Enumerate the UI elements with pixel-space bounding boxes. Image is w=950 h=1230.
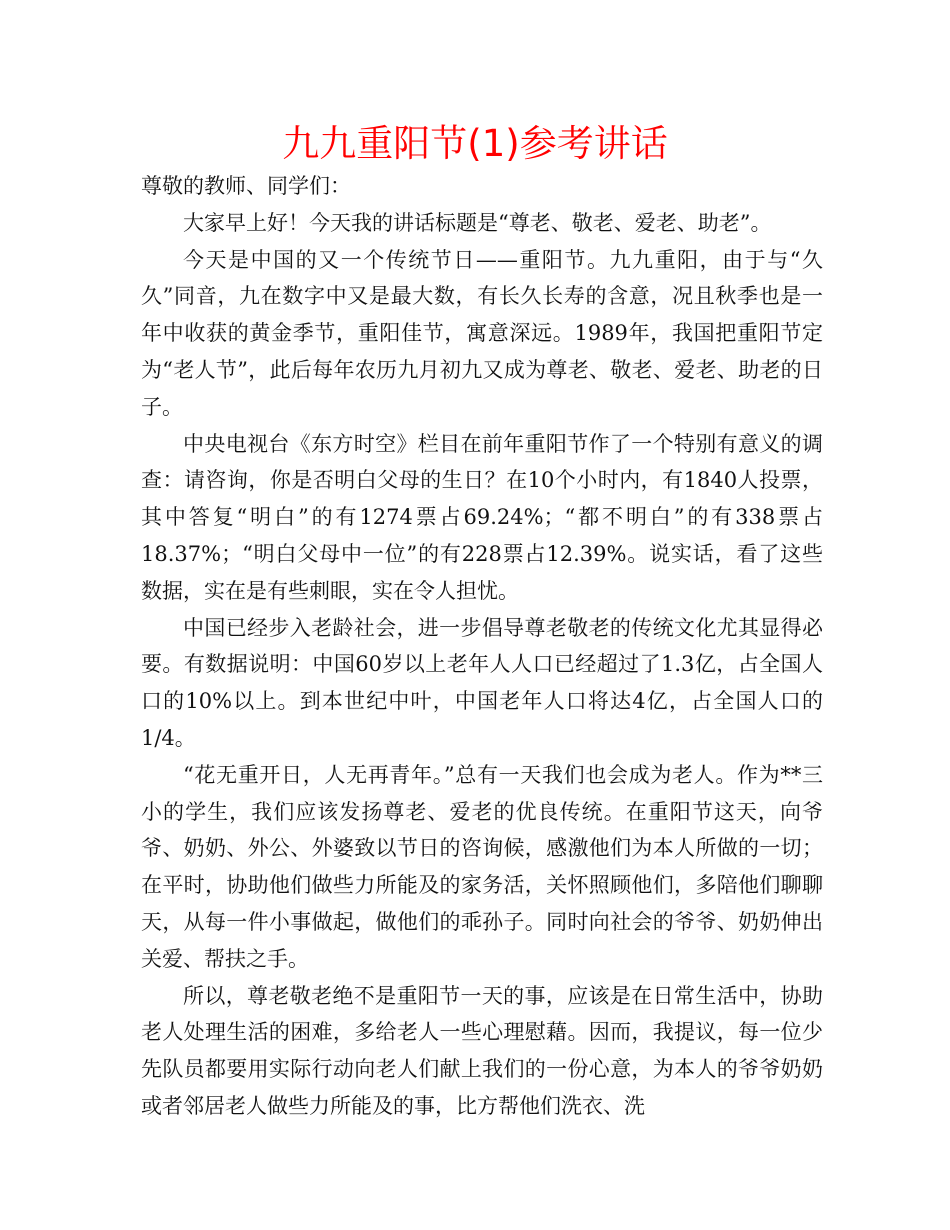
salutation: 尊敬的教师、同学们：	[141, 174, 351, 198]
document-title: 九九重阳节(1)参考讲话	[282, 122, 668, 165]
paragraph-proposal: 所以，尊老敬老绝不是重阳节一天的事，应该是在日常生活中，协助老人处理生活的困难，多给老人一些心理慰藉。因而，我提议，每一位少先队员都要用实际行动向老人们献上我们的一份心意，为本人的爷爷奶奶或者邻居老人做些力所能及的事，比方帮他们洗衣、洗	[141, 983, 823, 1118]
paragraph-cctv-survey: 中央电视台《东方时空》栏目在前年重阳节作了一个特别有意义的调查：请咨询，你是否明白父母的生日？在10个小时内，有1840人投票，其中答复“明白”的有1274票占69.24%；“都不明白”的有338票占18.37%；“明白父母中一位”的有228票占12.39%。说实话，看了这些数据，实在是有些刺眼，实在令人担忧。	[141, 431, 823, 603]
paragraph-aging-society: 中国已经步入老龄社会，进一步倡导尊老敬老的传统文化尤其显得必要。有数据说明：中国60岁以上老年人人口已经超过了1.3亿，占全国人口的10%以上。到本世纪中叶，中国老年人口将达4亿，占全国人口的1/4。	[141, 615, 823, 750]
document-body	[141, 168, 823, 1125]
paragraph-respect-elders: “花无重开日，人无再青年。”总有一天我们也会成为老人。作为**三小的学生，我们应该发扬尊老、爱老的优良传统。在重阳节这天，向爷爷、奶奶、外公、外婆致以节日的咨询候，感激他们为本人所做的一切；在平时，协助他们做些力所能及的家务活，关怀照顾他们，多陪他们聊聊天，从每一件小事做起，做他们的乖孙子。同时向社会的爷爷、奶奶伸出关爱、帮扶之手。	[141, 762, 823, 971]
paragraph-greeting: 大家早上好！今天我的讲话标题是“尊老、敬老、爱老、助老”。	[183, 210, 772, 235]
paragraph-festival-intro: 今天是中国的又一个传统节日——重阳节。九九重阳，由于与“久久”同音，九在数字中又是最大数，有长久长寿的含意，况且秋季也是一年中收获的黄金季节，重阳佳节，寓意深远。1989年，我国把重阳节定为“老人节”，此后每年农历九月初九又成为尊老、敬老、爱老、助老的日子。	[141, 247, 823, 419]
